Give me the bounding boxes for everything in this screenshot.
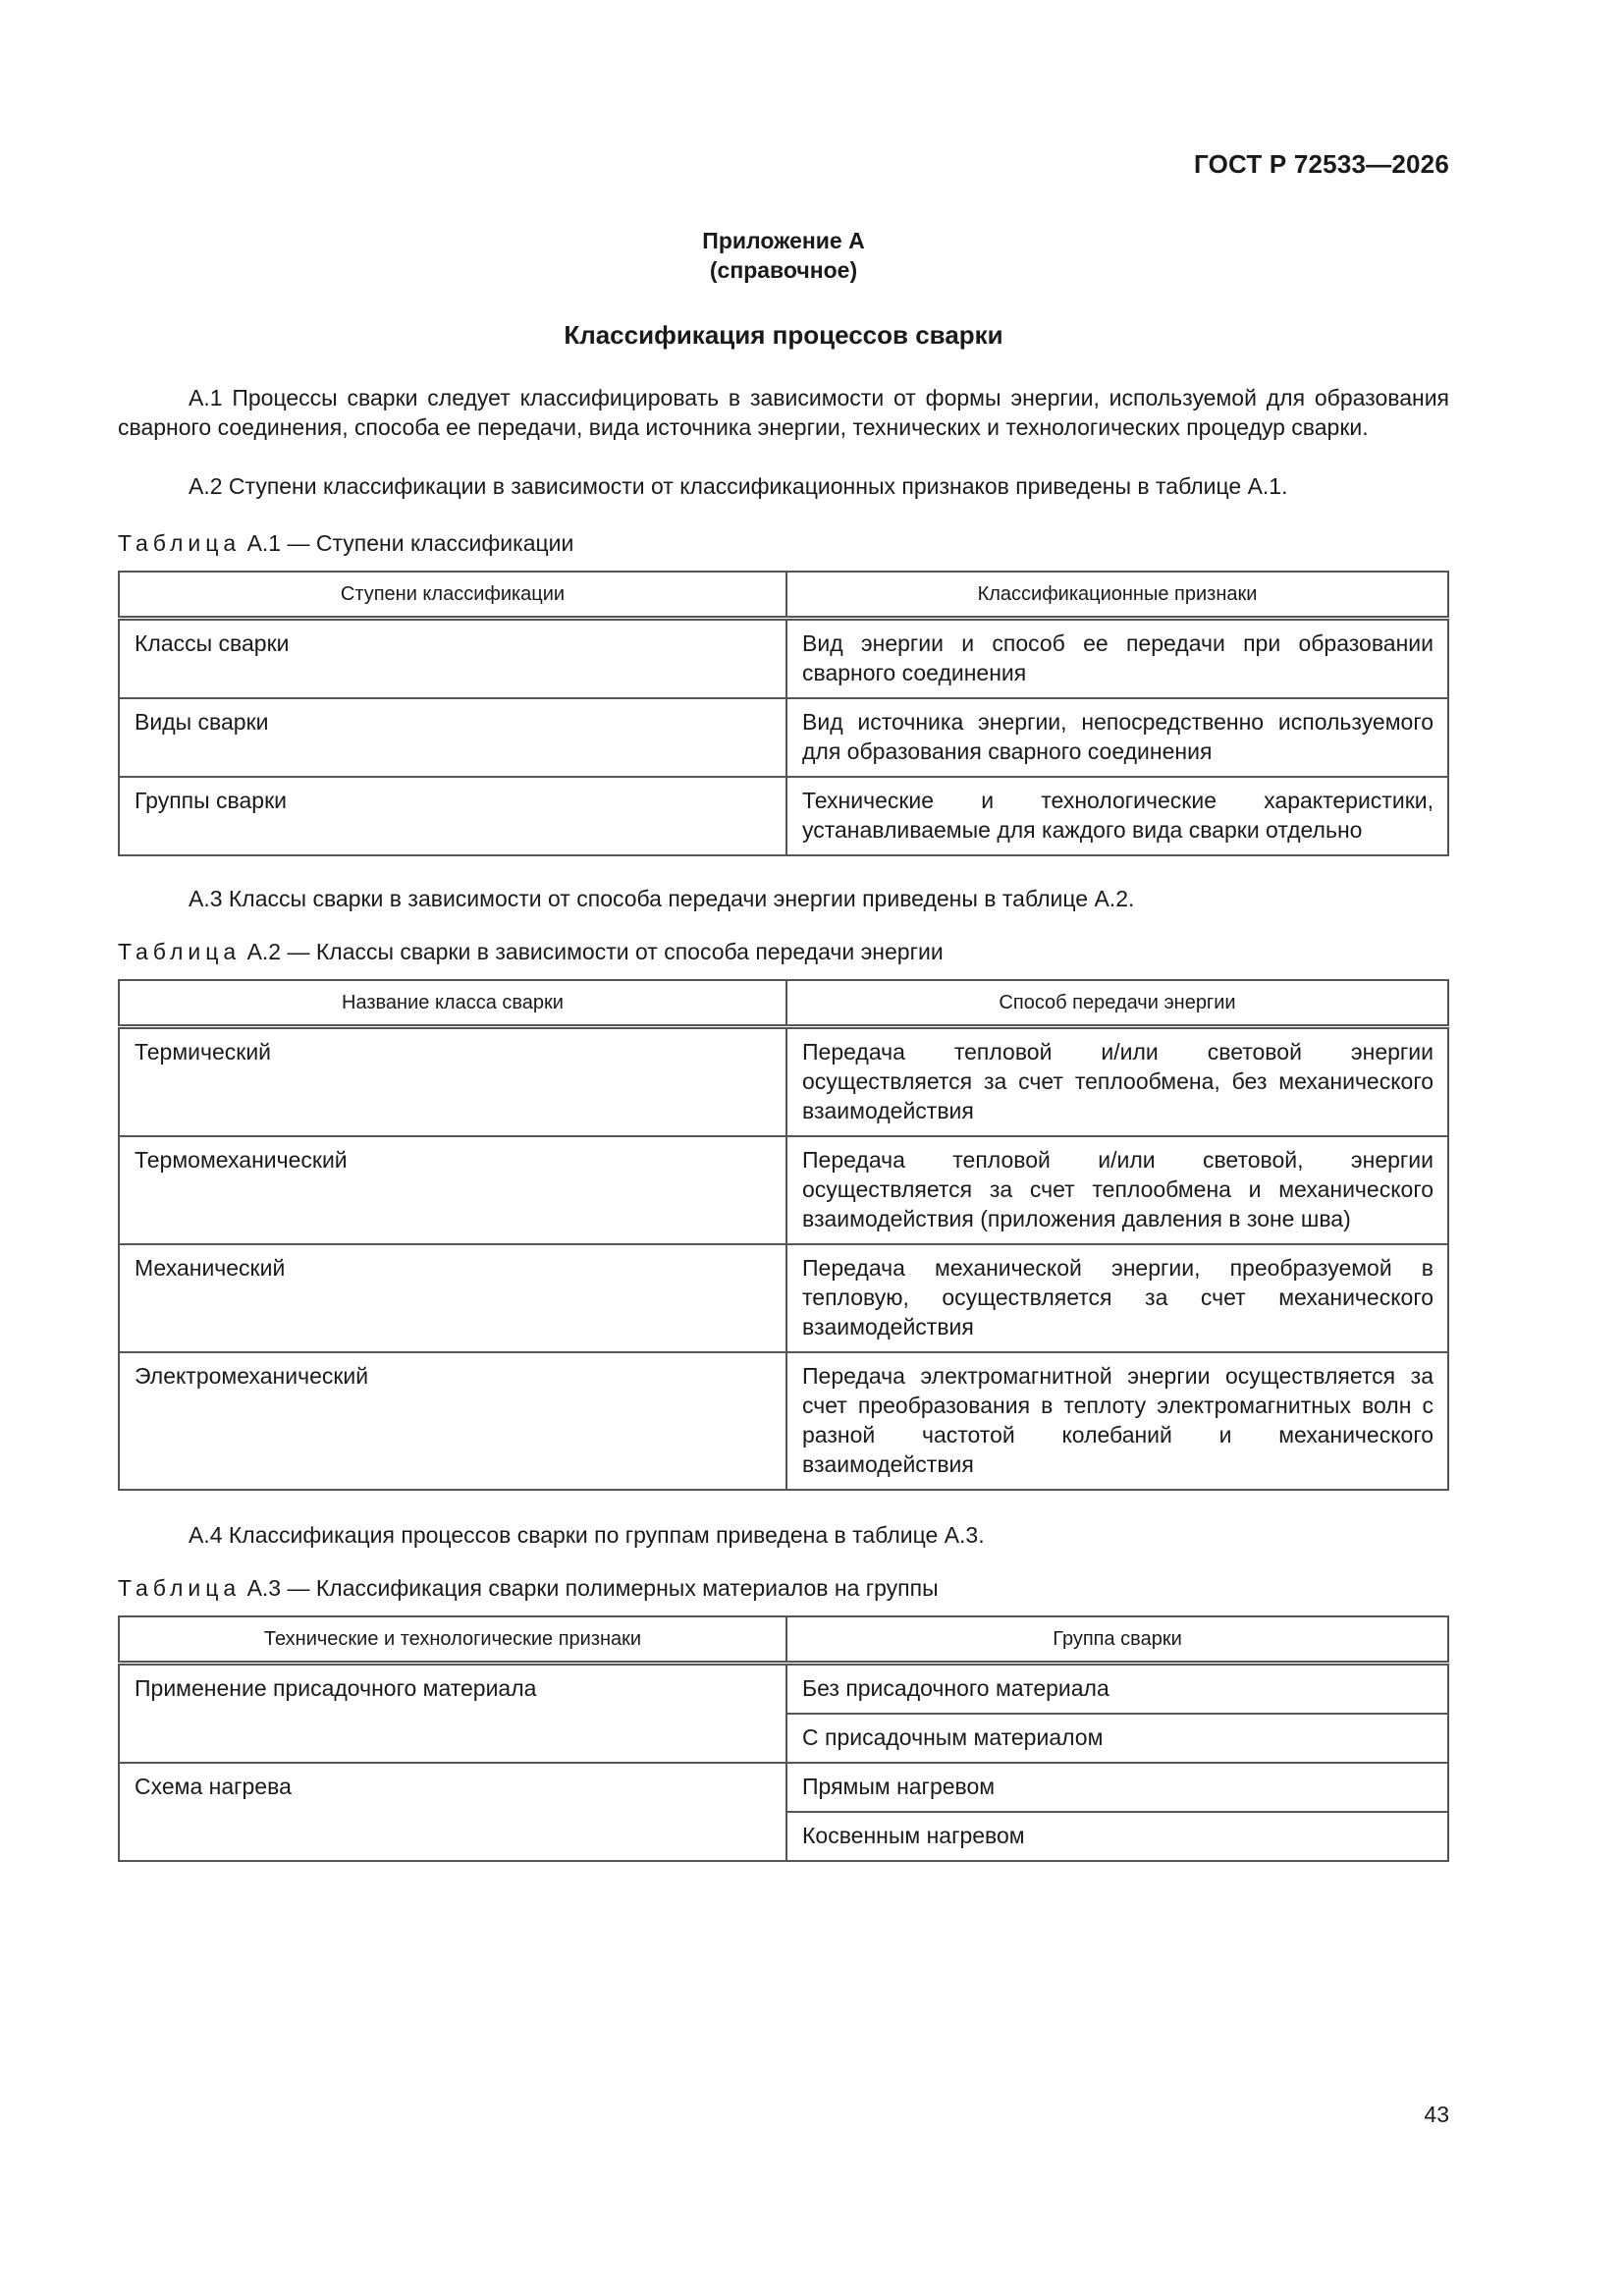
table-a1-caption xyxy=(118,528,573,558)
paragraph-a3-text: А.3 Классы сварки в зависимости от способа передачи энергии приведены в таблице А.2. xyxy=(189,886,1135,911)
appendix-subtitle: (справочное) xyxy=(709,257,858,283)
table-cell: Прямым нагревом xyxy=(786,1763,1448,1812)
table-header-row xyxy=(119,1616,1448,1664)
table-label: Таблица xyxy=(118,1575,242,1601)
table-row xyxy=(119,1244,1448,1352)
table-cell: Вид источника энергии, непосредственно используемого для образования сварного соединения xyxy=(786,698,1448,777)
table-label: Таблица xyxy=(118,530,242,556)
table-cell: Электромеханический xyxy=(119,1352,786,1490)
column-header: Способ передачи энергии xyxy=(786,980,1448,1027)
table-cell: Группы сварки xyxy=(119,777,786,855)
appendix-heading xyxy=(0,226,1567,285)
table-cell: Передача электромагнитной энергии осуществляется за счет преобразования в теплоту электромагнитных волн с разной частотой колебаний и механического взаимодействия xyxy=(786,1352,1448,1490)
table-header-row xyxy=(119,980,1448,1027)
table-cell: Передача механической энергии, преобразуемой в тепловую, осуществляется за счет механического взаимодействия xyxy=(786,1244,1448,1352)
paragraph-a1 xyxy=(118,383,1449,442)
table-cell: Передача тепловой и/или световой, энергии осуществляется за счет теплообмена и механического взаимодействия (приложения давления в зоне шва) xyxy=(786,1136,1448,1244)
column-header: Ступени классификации xyxy=(119,572,786,619)
table-a3-title: А.3 — Классификация сварки полимерных материалов на группы xyxy=(246,1575,939,1601)
table-cell: Вид энергии и способ ее передачи при образовании сварного соединения xyxy=(786,619,1448,699)
table-row xyxy=(119,1027,1448,1137)
column-header: Название класса сварки xyxy=(119,980,786,1027)
paragraph-a2-text: А.2 Ступени классификации в зависимости от классификационных признаков приведены в таблице А.1. xyxy=(189,473,1288,499)
table-cell: Термический xyxy=(119,1027,786,1137)
table-cell: Применение присадочного материала xyxy=(119,1664,786,1764)
table-a2 xyxy=(118,979,1449,1491)
column-header: Группа сварки xyxy=(786,1616,1448,1664)
table-row xyxy=(119,619,1448,699)
table-row xyxy=(119,777,1448,855)
table-label: Таблица xyxy=(118,939,242,964)
table-cell: Схема нагрева xyxy=(119,1763,786,1861)
table-row xyxy=(119,698,1448,777)
paragraph-a3 xyxy=(118,884,1449,913)
table-a3-caption xyxy=(118,1573,939,1603)
table-cell: Термомеханический xyxy=(119,1136,786,1244)
table-a2-title: А.2 — Классы сварки в зависимости от способа передачи энергии xyxy=(246,939,944,964)
table-a1-title: А.1 — Ступени классификации xyxy=(246,530,574,556)
section-title: Классификация процессов сварки xyxy=(564,320,1003,350)
table-cell: Без присадочного материала xyxy=(786,1664,1448,1715)
table-cell: С присадочным материалом xyxy=(786,1714,1448,1763)
table-cell: Косвенным нагревом xyxy=(786,1812,1448,1861)
table-cell: Технические и технологические характеристики, устанавливаемые для каждого вида сварки отдельно xyxy=(786,777,1448,855)
standard-code: ГОСТ Р 72533—2026 xyxy=(1194,149,1449,179)
table-a2-caption xyxy=(118,937,944,966)
page-number: 43 xyxy=(1424,2102,1449,2127)
appendix-title: Приложение А xyxy=(702,228,865,253)
paragraph-a2 xyxy=(118,471,1449,501)
column-header: Классификационные признаки xyxy=(786,572,1448,619)
table-a3 xyxy=(118,1615,1449,1862)
paragraph-a1-text: А.1 Процессы сварки следует классифицировать в зависимости от формы энергии, используемой для образования сварного соединения, способа ее передачи, вида источника энергии, технических и технологических процедур сварки. xyxy=(118,385,1449,440)
table-row xyxy=(119,1664,1448,1715)
table-cell: Классы сварки xyxy=(119,619,786,699)
table-cell: Механический xyxy=(119,1244,786,1352)
paragraph-a4 xyxy=(118,1520,1449,1550)
table-cell: Виды сварки xyxy=(119,698,786,777)
table-cell: Передача тепловой и/или световой энергии осуществляется за счет теплообмена, без механического взаимодействия xyxy=(786,1027,1448,1137)
table-a1 xyxy=(118,571,1449,856)
table-row xyxy=(119,1352,1448,1490)
table-row xyxy=(119,1136,1448,1244)
table-row xyxy=(119,1763,1448,1812)
table-header-row xyxy=(119,572,1448,619)
paragraph-a4-text: А.4 Классификация процессов сварки по группам приведена в таблице А.3. xyxy=(189,1522,985,1548)
column-header: Технические и технологические признаки xyxy=(119,1616,786,1664)
